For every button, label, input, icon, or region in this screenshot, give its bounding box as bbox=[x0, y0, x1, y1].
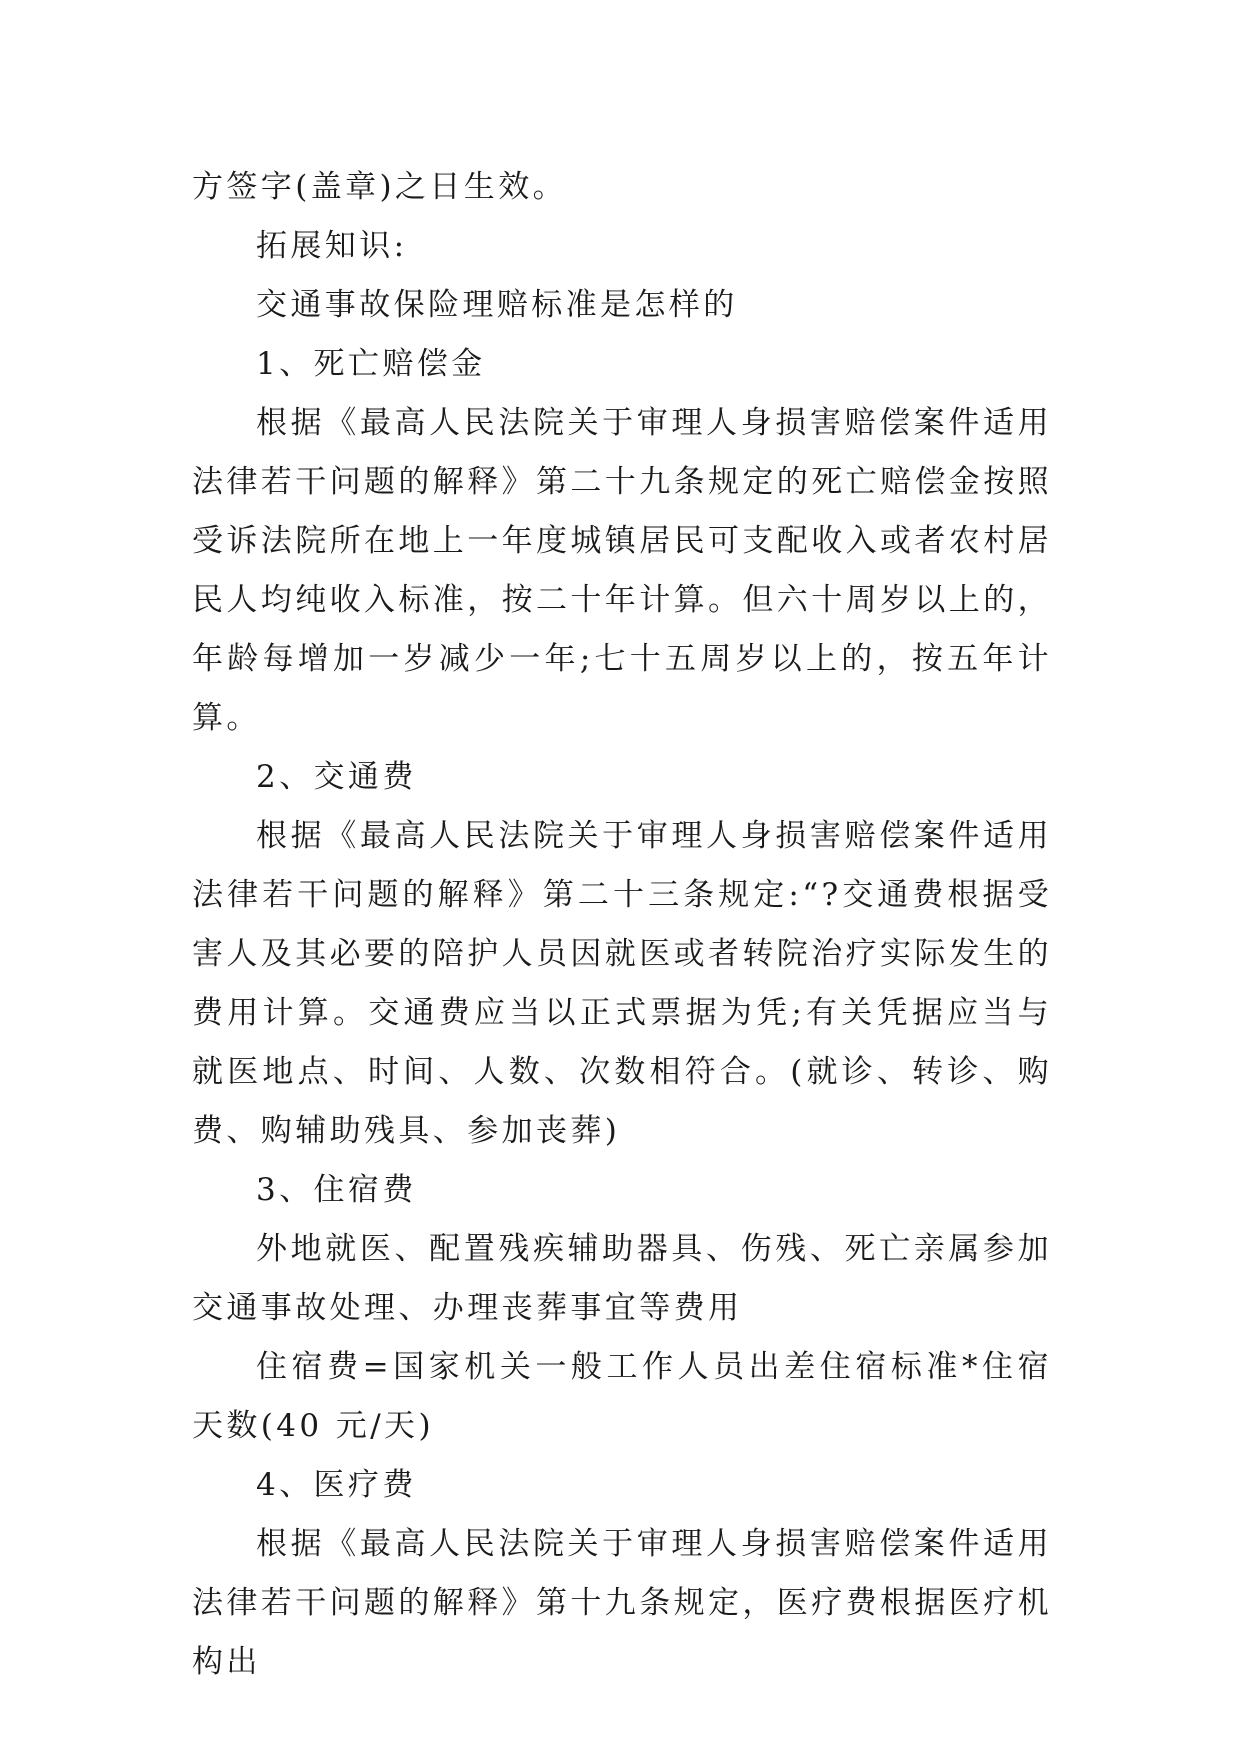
section-2-body: 根据《最高人民法院关于审理人身损害赔偿案件适用法律若干问题的解释》第二十三条规定:“?交通费根据受害人及其必要的陪护人员因就医或者转院治疗实际发生的费用计算。交通费应当以正式票据为凭;有关凭据应当与就医地点、时间、人数、次数相符合。(就诊、转诊、购费、购辅助残具、参加丧葬) bbox=[192, 818, 1052, 1149]
section-4-title: 4、医疗费 bbox=[256, 1467, 417, 1503]
section-4-body: 根据《最高人民法院关于审理人身损害赔偿案件适用法律若干问题的解释》第十九条规定，医疗费根据医疗机构出 bbox=[192, 1526, 1052, 1680]
section-1-body: 根据《最高人民法院关于审理人身损害赔偿案件适用法律若干问题的解释》第二十九条规定的死亡赔偿金按照受诉法院所在地上一年度城镇居民可支配收入或者农村居民人均纯收入标准，按二十年计算。但六十周岁以上的，年龄每增加一岁减少一年;七十五周岁以上的，按五年计算。 bbox=[192, 405, 1052, 736]
heading-extended-knowledge: 拓展知识: bbox=[256, 228, 408, 264]
paragraph-effective-date: 方签字(盖章)之日生效。 bbox=[192, 169, 567, 205]
document-body bbox=[192, 158, 1052, 1692]
section-3-formula: 住宿费=国家机关一般工作人员出差住宿标准*住宿天数(40 元/天) bbox=[192, 1349, 1052, 1444]
section-3-body: 外地就医、配置残疾辅助器具、伤残、死亡亲属参加交通事故处理、办理丧葬事宜等费用 bbox=[192, 1231, 1052, 1326]
heading-claim-standards: 交通事故保险理赔标准是怎样的 bbox=[256, 287, 738, 323]
section-2-title: 2、交通费 bbox=[256, 759, 417, 795]
section-1-title: 1、死亡赔偿金 bbox=[256, 346, 486, 382]
section-3-title: 3、住宿费 bbox=[256, 1172, 417, 1208]
